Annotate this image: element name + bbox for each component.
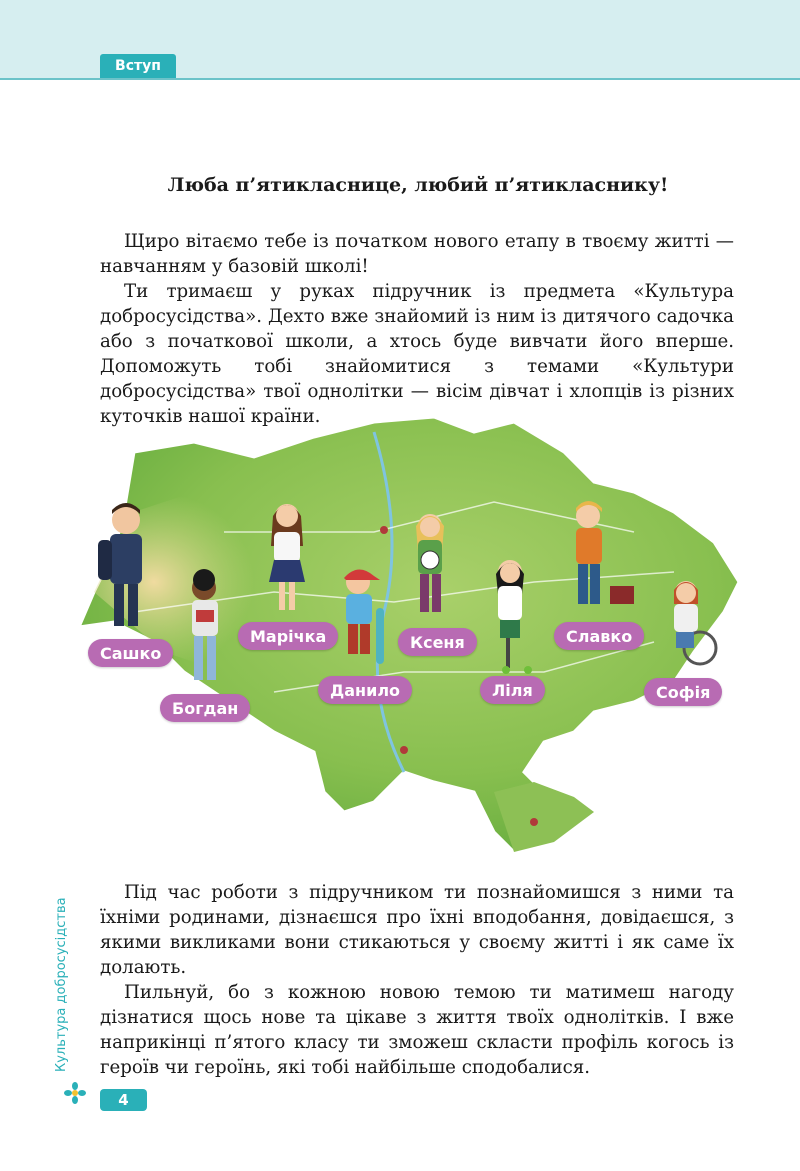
name-badge-sashko: Сашко — [88, 639, 173, 667]
intro-paragraph-2 — [100, 279, 734, 429]
intro-text — [100, 229, 734, 429]
name-badge-lilya: Ліля — [480, 676, 545, 704]
book-title-side-label: Культура добросусідства — [54, 897, 69, 1072]
closing-paragraph-2 — [100, 980, 734, 1080]
ukraine-map-illustration — [74, 412, 744, 862]
map-city-marker — [380, 526, 388, 534]
name-badge-bogdan: Богдан — [160, 694, 250, 722]
name-badge-marichka: Марічка — [238, 622, 338, 650]
section-tab: Вступ — [100, 54, 176, 78]
closing-text — [100, 880, 734, 1080]
flower-icon — [64, 1082, 86, 1104]
name-badge-danylo: Данило — [318, 676, 412, 704]
closing-paragraph-2-text: Пильнуй, бо з кожною новою темою ти матимеш нагоду дізнатися щось нове та цікаве з життя твоїх однолітків. І вже наприкінці п’ятого класу ти зможеш скласти профіль когось із героїв чи героїнь, які тобі найбільше сподобалися. — [100, 982, 734, 1078]
intro-paragraph-1 — [100, 229, 734, 279]
page-number: 4 — [100, 1089, 147, 1111]
name-badge-sofia: Софія — [644, 678, 722, 706]
map-city-marker — [400, 746, 408, 754]
map-city-marker — [530, 818, 538, 826]
name-badge-slavko: Славко — [554, 622, 644, 650]
intro-paragraph-1-text: Щиро вітаємо тебе із початком нового етапу в твоєму житті — навчанням у базовій школі! — [100, 231, 734, 277]
closing-paragraph-1-text: Під час роботи з підручником ти познайомишся з ними та їхніми родинами, дізнаєшся про їхні вподобання, довідаєшся, з якими викликами вони стикаються у своєму житті і як саме їх долають. — [100, 882, 734, 978]
page-title: Люба п’ятикласнице, любий п’ятикласнику! — [167, 174, 669, 196]
intro-paragraph-2-text: Ти тримаєш у руках підручник із предмета «Культура добросусідства». Дехто вже знайомий із ним із дитячого садочка або з початкової школи, а хтось буде вивчати його вперше. Допоможуть тобі знайомитися з темами «Культури добросусідства» твої однолітки — вісім дівчат і хлопців із різних куточків нашої країни. — [100, 281, 734, 427]
closing-paragraph-1 — [100, 880, 734, 980]
name-badge-ksenya: Ксеня — [398, 628, 477, 656]
